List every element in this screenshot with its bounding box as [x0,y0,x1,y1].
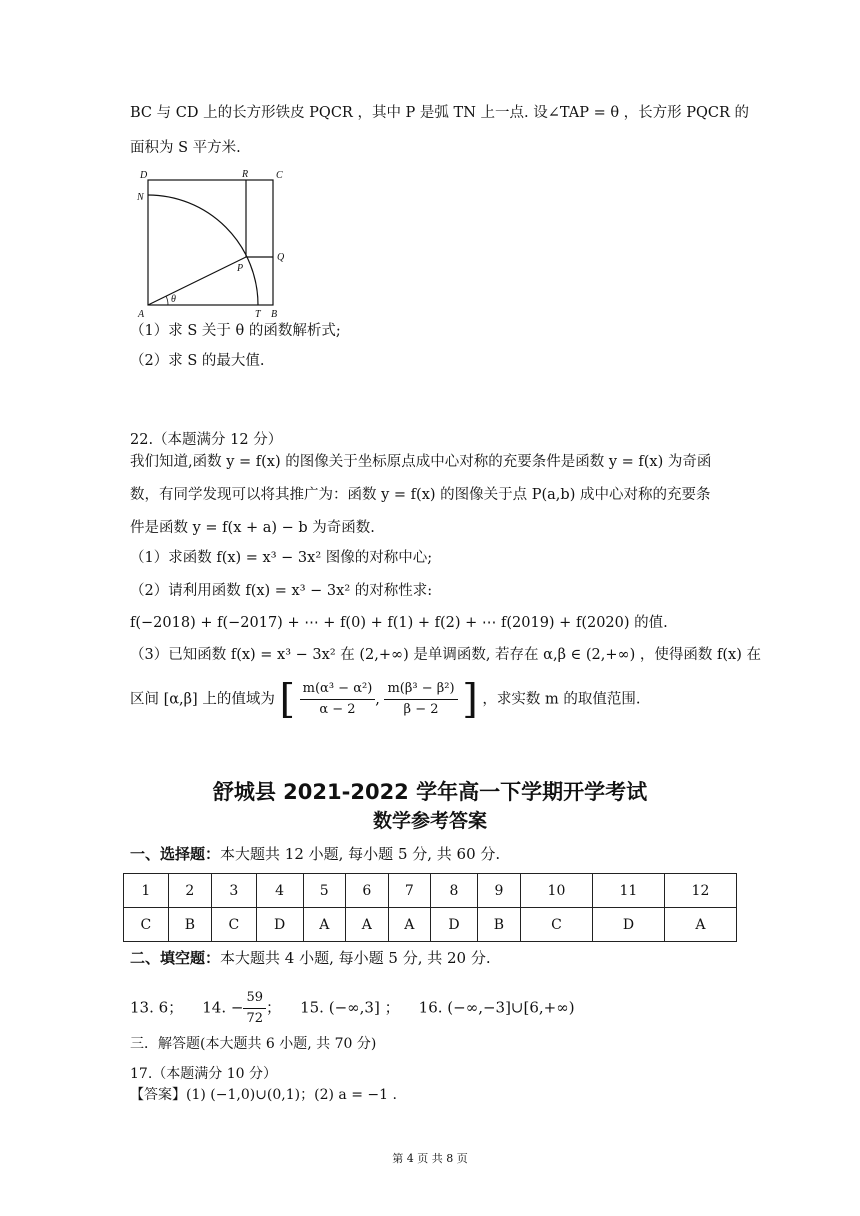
table-row-choices [124,908,737,942]
table-cell: C [520,908,592,942]
answer-13: 13. 6； [130,998,184,1017]
table-cell: 9 [477,874,520,908]
table-cell: A [664,908,736,942]
table-cell: 8 [431,874,478,908]
label-theta: θ [171,294,176,305]
table-cell: D [256,908,303,942]
q21-figure [128,160,298,320]
sec3-heading: 三．解答题(本大题共 6 小题, 共 70 分) [130,1036,377,1052]
answer-14-prefix: 14. − [202,998,244,1017]
table-cell: A [303,908,346,942]
page-footer: 第 4 页 共 8 页 [392,1152,468,1165]
table-cell: D [431,908,478,942]
table-cell: 2 [168,874,211,908]
table-cell: A [388,908,431,942]
q22-s3b: 区间 [α,β] 上的值域为 [ $\frac{\text{m(α³ − α²)}}{\alpha - 2}$ , $\frac{\text{m(β³ − β²)}}{\beta - 2}$ ] ，求实数 m 的取值范围. [130,676,641,723]
table-cell: C [124,908,169,942]
label-D: D [140,170,148,181]
fraction-alpha [300,679,376,720]
q17-head: 17.（本题满分 10 分） [130,1066,277,1082]
fill-answers [130,988,575,1029]
q22-s2: （2）请利用函数 f(x) = x³ − 3x² 的对称性求: [130,583,433,599]
answer-14-suffix: ； [266,998,282,1017]
answer-16: 16. (−∞,−3]∪[6,+∞) [418,998,575,1017]
answers-subtitle: 数学参考答案 [372,810,487,832]
frac1-num: m(α³ − α²) [300,679,376,700]
q22-head: 22.（本题满分 12 分） [130,432,283,448]
table-cell: D [592,908,664,942]
q22-s1: （1）求函数 f(x) = x³ − 3x² 图像的对称中心; [130,550,433,566]
q17-answer: 【答案】(1) (−1,0)∪(0,1)；(2) a = −1 . [130,1087,397,1103]
label-R: R [242,169,249,180]
table-cell: 11 [592,874,664,908]
label-Q: Q [277,252,285,263]
frac2-num: m(β³ − β²) [384,679,457,700]
fraction-beta [384,679,457,720]
table-cell: C [211,908,256,942]
q21-sub1: （1）求 S 关于 θ 的函数解析式; [130,323,341,339]
label-C: C [276,170,283,181]
sec2-heading [130,948,491,968]
table-cell: 3 [211,874,256,908]
label-P: P [237,263,244,274]
table-cell: 12 [664,874,736,908]
sec1-text: 本大题共 12 小题, 每小题 5 分, 共 60 分. [220,845,501,863]
table-cell: 4 [256,874,303,908]
q21-sub2: （2）求 S 的最大值. [130,353,265,369]
q21-line1: BC 与 CD 上的长方形铁皮 PQCR ，其中 P 是弧 TN 上一点. 设∠TAP = θ ，长方形 PQCR 的 [130,105,750,121]
table-cell: 5 [303,874,346,908]
table-cell: A [346,908,389,942]
label-T: T [255,309,261,320]
q22-s3: （3）已知函数 f(x) = x³ − 3x² 在 (2,+∞) 是单调函数, 若存在 α,β ∈ (2,+∞) ，使得函数 f(x) 在 [130,647,761,663]
answers-title: 舒城县 2021-2022 学年高一下学期开学考试 [212,780,648,804]
sec2-text: 本大题共 4 小题, 每小题 5 分, 共 20 分. [220,949,491,967]
table-row-numbers [124,874,737,908]
answer-15: 15. (−∞,3] ； [300,998,400,1017]
q22-s2b: f(−2018) + f(−2017) + ⋯ + f(0) + f(1) + f(2) + ⋯ f(2019) + f(2020) 的值. [130,615,668,631]
q22-s3b-pre: 区间 [α,β] 上的值域为 [130,691,275,708]
table-cell: 6 [346,874,389,908]
sec1-label: 一、选择题： [130,845,221,863]
table-cell: B [168,908,211,942]
frac1-den: α − 2 [319,702,356,717]
table-cell: 1 [124,874,169,908]
q22-p2: 数，有同学发现可以将其推广为：函数 y = f(x) 的图像关于点 P(a,b) 成中心对称的充要条 [130,487,711,503]
sec1-heading [130,844,500,864]
sec2-label: 二、填空题： [130,949,221,967]
answer-14-fraction [243,988,266,1029]
table-cell: 10 [520,874,592,908]
label-B: B [271,309,278,320]
q21-line2: 面积为 S 平方米. [130,140,241,156]
answer-table [123,873,737,942]
q22-p3: 件是函数 y = f(x + a) − b 为奇函数. [130,520,375,536]
label-N: N [137,192,144,203]
frac2-den: β − 2 [403,702,439,717]
a14-den: 72 [246,1011,263,1026]
q22-s3b-post: ，求实数 m 的取值范围. [482,691,641,708]
q22-p1: 我们知道,函数 y = f(x) 的图像关于坐标原点成中心对称的充要条件是函数 y = f(x) 为奇函 [130,454,712,470]
a14-num: 59 [243,988,266,1009]
table-cell: 7 [388,874,431,908]
label-A: A [138,309,145,320]
table-cell: B [477,908,520,942]
